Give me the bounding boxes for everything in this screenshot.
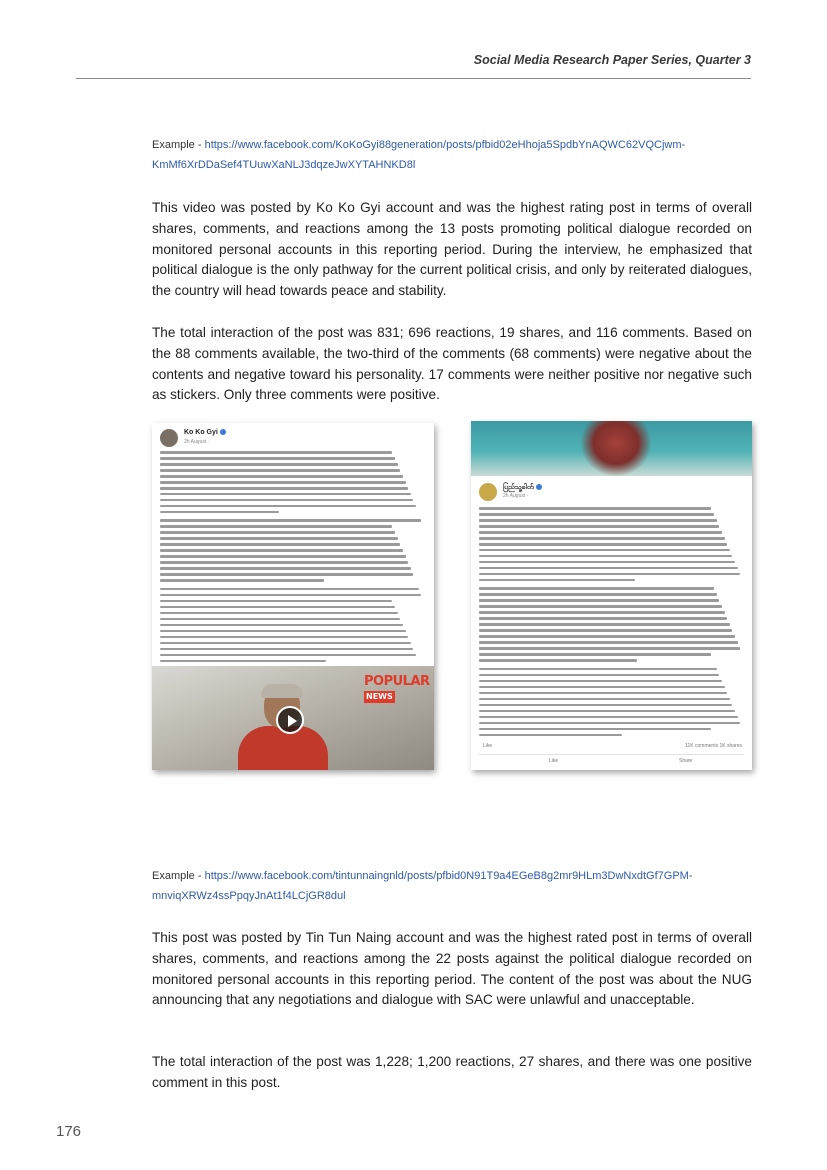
- post-actions: [479, 754, 744, 769]
- post-text-line: [160, 519, 421, 522]
- video-thumbnail[interactable]: [152, 666, 434, 770]
- post-text-line: [479, 567, 738, 570]
- post-text-block: [479, 507, 743, 742]
- post-text-line: [479, 507, 711, 510]
- post-text-line: [479, 734, 622, 737]
- paragraph-2: The total interaction of the post was 831; 696 reactions, 19 shares, and 116 comments. Based on the 88 comments available, the two-third of the comments (68 comments) were negative about the contents and negative toward his personality. 17 comments were neither positive nor negative such as stickers. Only three comments were positive.: [152, 325, 752, 403]
- post-text-line: [160, 606, 395, 609]
- play-icon[interactable]: [276, 706, 304, 734]
- post-text-line: [479, 531, 722, 534]
- post-text-line: [160, 537, 398, 540]
- post-text-line: [160, 579, 324, 582]
- post-text-line: [479, 722, 740, 725]
- post-text-line: [160, 531, 395, 534]
- verified-icon: [220, 429, 226, 435]
- post-text-line: [479, 605, 722, 608]
- post-stats: Like: [483, 743, 493, 749]
- avatar: [479, 483, 497, 501]
- post-text-line: [479, 513, 714, 516]
- verified-icon: [536, 484, 542, 490]
- post-text-line: [479, 680, 722, 683]
- post-text-line: [160, 469, 400, 472]
- post-text-line: [160, 624, 403, 627]
- post-text-line: [479, 579, 635, 582]
- post-text-line: [479, 674, 719, 677]
- post-text-line: [160, 511, 279, 514]
- post-text-line: [160, 543, 400, 546]
- post-text-line: [160, 573, 413, 576]
- video-strip: [471, 421, 752, 476]
- example-2-prefix: Example -: [152, 870, 205, 882]
- post-text-line: [479, 716, 738, 719]
- post-text-line: [160, 499, 413, 502]
- post-text-line: [479, 641, 738, 644]
- post-text-line: [479, 543, 727, 546]
- post-text-block: [160, 451, 424, 668]
- post-header: [479, 483, 729, 505]
- avatar: [160, 429, 178, 447]
- post-text-line: [160, 660, 326, 663]
- example-1-label: [152, 135, 752, 175]
- post-counts: 11K comments 1K shares: [685, 743, 742, 749]
- share-button[interactable]: Share: [679, 758, 693, 764]
- post-text-line: [479, 555, 732, 558]
- post-text-line: [160, 457, 395, 460]
- post-text-line: [479, 692, 727, 695]
- post-text-line: [479, 525, 719, 528]
- example-1-link-cont[interactable]: KmMf6XrDDaSef4TUuwXaNLJ3dqzeJwXYTAHNKD8l: [152, 159, 416, 171]
- post-text-line: [160, 600, 392, 603]
- example-1-prefix: Example -: [152, 139, 205, 151]
- post-meta: 2h August ·: [503, 493, 529, 499]
- post-text-line: [479, 653, 711, 656]
- account-name: Ko Ko Gyi: [184, 429, 226, 436]
- example-2-link-cont[interactable]: mnviqXRWz4ssPpqyJnAt1f4LCjGR8dul: [152, 890, 346, 902]
- post-text-line: [160, 463, 398, 466]
- post-text-line: [479, 635, 735, 638]
- example-2-link[interactable]: https://www.facebook.com/tintunnaingnld/posts/pfbid0N91T9a4EGeB8g2mr9HLm3DwNxdtGf7GPM-: [204, 870, 693, 882]
- brand-logo: POPULAR NEWS: [364, 674, 430, 701]
- post-text-line: [160, 636, 408, 639]
- post-text-line: [160, 549, 403, 552]
- paragraph-3: This post was posted by Tin Tun Naing account and was the highest rated post in terms of overall shares, comments, and reactions among the 22 posts against the political dialogue recorded on monitored personal accounts in this reporting period. The content of the post was about the NUG announcing that any negotiations and dialogue with SAC were unlawful and unacceptable.: [152, 930, 752, 1008]
- post-text-line: [160, 561, 408, 564]
- header-rule: [76, 78, 751, 79]
- post-text-line: [479, 668, 717, 671]
- page-number: 176: [56, 1123, 82, 1140]
- post-text-line: [160, 654, 416, 657]
- post-text-line: [479, 611, 725, 614]
- post-text-line: [160, 567, 411, 570]
- post-meta: 2h August ·: [184, 439, 210, 445]
- post-text-line: [479, 629, 732, 632]
- post-text-line: [479, 549, 730, 552]
- post-text-line: [479, 698, 730, 701]
- post-text-line: [479, 659, 637, 662]
- post-text-line: [479, 593, 717, 596]
- post-text-line: [479, 704, 732, 707]
- account-name: ပြည်သူ့ခါတ်: [503, 483, 542, 493]
- post-text-line: [479, 587, 714, 590]
- post-text-line: [479, 647, 740, 650]
- post-text-line: [160, 475, 403, 478]
- post-text-line: [160, 451, 392, 454]
- screenshot-koko-gyi-post: [152, 423, 434, 770]
- header-title: Social Media Research Paper Series, Quarter 3: [473, 53, 751, 67]
- post-text-line: [160, 481, 406, 484]
- post-text-line: [479, 537, 725, 540]
- post-text-line: [479, 710, 735, 713]
- post-text-line: [160, 648, 413, 651]
- post-text-line: [160, 594, 421, 597]
- post-text-line: [160, 630, 406, 633]
- like-button[interactable]: Like: [549, 758, 559, 764]
- post-text-line: [160, 618, 400, 621]
- paragraph-4: The total interaction of the post was 1,228; 1,200 reactions, 27 shares, and there was one positive comment in this post.: [152, 1054, 752, 1090]
- post-text-line: [479, 599, 719, 602]
- post-text-line: [479, 617, 727, 620]
- post-text-line: [160, 612, 398, 615]
- post-text-line: [479, 686, 725, 689]
- post-text-line: [479, 728, 711, 731]
- post-text-line: [479, 519, 717, 522]
- post-text-line: [479, 573, 740, 576]
- post-text-line: [160, 642, 411, 645]
- post-header: [160, 429, 410, 451]
- paragraph-1: This video was posted by Ko Ko Gyi account and was the highest rating post in terms of overall shares, comments, and reactions among the 13 posts promoting political dialogue recorded on monitored personal accounts in this reporting period. During the interview, he emphasized that political dialogue is the only pathway for the current political crisis, and only by reiterated dialogues, the country will head towards peace and stability.: [152, 200, 752, 299]
- post-text-line: [160, 588, 419, 591]
- post-text-line: [160, 555, 406, 558]
- post-text-line: [160, 487, 408, 490]
- post-text-line: [160, 525, 392, 528]
- post-text-line: [160, 505, 416, 508]
- screenshot-page-post: [471, 421, 752, 770]
- post-text-line: [479, 561, 735, 564]
- example-2-label: [152, 866, 752, 906]
- post-text-line: [160, 493, 411, 496]
- post-text-line: [479, 623, 730, 626]
- strip-figure: [581, 421, 651, 476]
- example-1-link[interactable]: https://www.facebook.com/KoKoGyi88generation/posts/pfbid02eHhoja5SpdbYnAQWC62VQCjwm-: [204, 139, 686, 151]
